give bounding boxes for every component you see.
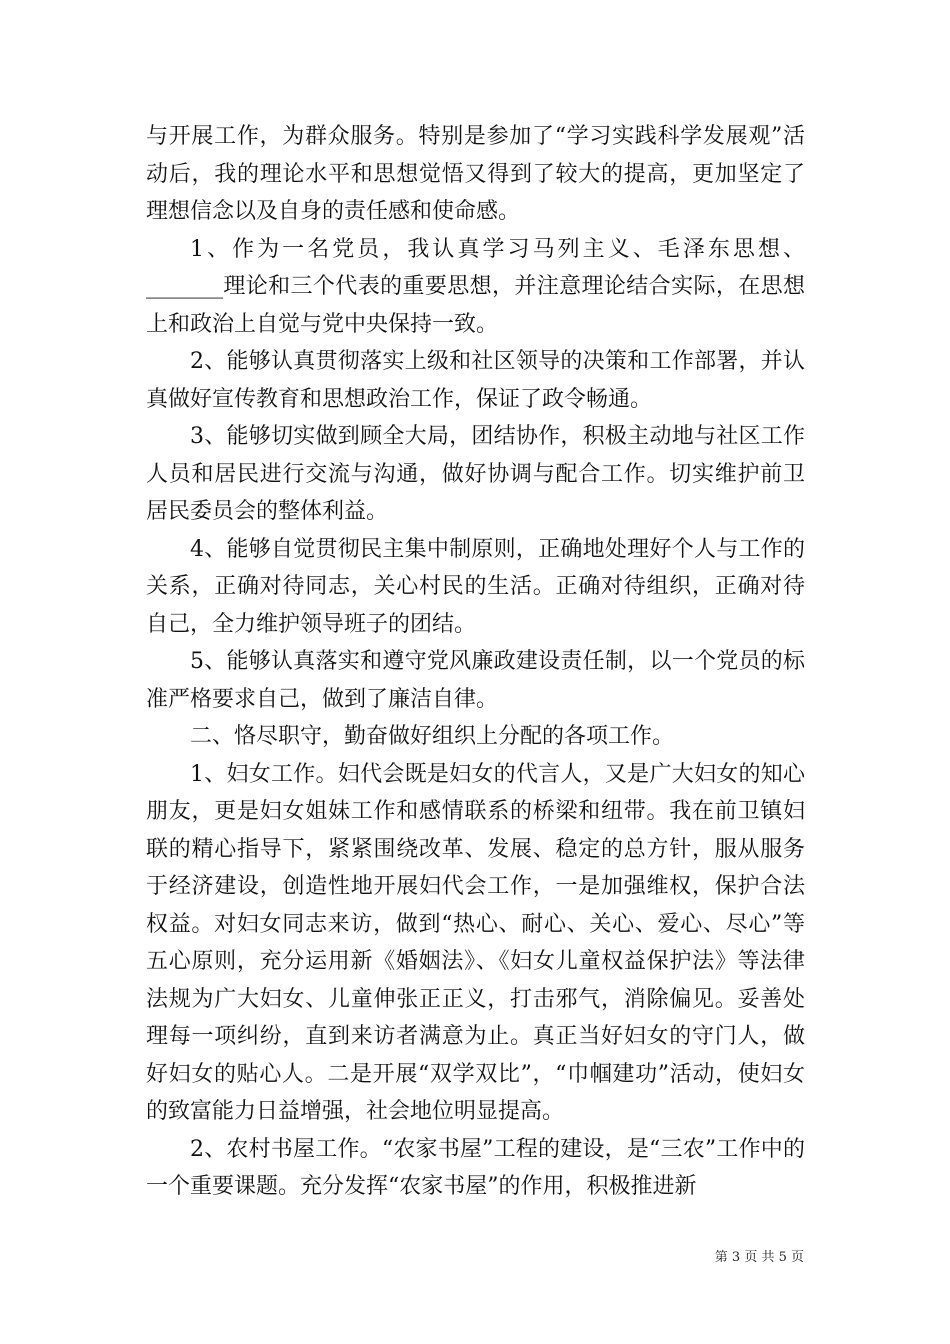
paragraph-item-3: 3、能够切实做到顾全大局，团结协作，积极主动地与社区工作人员和居民进行交流与沟通，做好协调与配合工作。切实维护前卫居民委员会的整体利益。 — [146, 424, 805, 524]
paragraph-item-1: 1、作为一名党员，我认真学习马列主义、毛泽东思想、_______理论和三个代表的重要思想，并注意理论结合实际，在思想上和政治上自觉与党中央保持一致。 — [146, 236, 805, 337]
paragraph-women-work: 1、妇女工作。妇代会既是妇女的代言人，又是广大妇女的知心朋友，更是妇女姐妹工作和感情联系的桥梁和纽带。我在前卫镇妇联的精心指导下，紧紧围绕改革、发展、稳定的总方针，服从服务于经济建设，创造性地开展妇代会工作，一是加强维权，保护合法权益。对妇女同志来访，做到“热心、耐心、关心、爱心、尽心”等五心原则，充分运用新《婚姻法》、《妇女儿童权益保护法》等法律法规为广大妇女、儿童伸张正正义，打击邪气，消除偏见。妥善处理每一项纠纷，直到来访者满意为止。真正当好妇女的守门人，做好妇女的贴心人。二是开展“双学双比”，“巾帼建功”活动，使妇女的致富能力日益增强，社会地位明显提高。 — [146, 761, 805, 1124]
paragraph-item-5: 5、能够认真落实和遵守党风廉政建设责任制，以一个党员的标准严格要求自己，做到了廉洁自律。 — [146, 649, 805, 712]
document-body — [146, 118, 805, 1206]
page-number-footer: 第 3 页 共 5 页 — [714, 1250, 804, 1265]
paragraph-item-4: 4、能够自觉贯彻民主集中制原则，正确地处理好个人与工作的关系，正确对待同志，关心村民的生活。正确对待组织，正确对待自己，全力维护领导班子的团结。 — [146, 536, 805, 637]
section-heading-2: 二、恪尽职守，勤奋做好组织上分配的各项工作。 — [190, 724, 675, 749]
paragraph-item-2: 2、能够认真贯彻落实上级和社区领导的决策和工作部署，并认真做好宣传教育和思想政治工作，保证了政令畅通。 — [146, 349, 805, 412]
paragraph-rural-library: 2、农村书屋工作。“农家书屋”工程的建设，是“三农”工作中的一个重要课题。充分发挥“农家书屋”的作用，积极推进新 — [146, 1136, 805, 1199]
paragraph-continuation: 与开展工作，为群众服务。特别是参加了“学习实践科学发展观”活动后，我的理论水平和思想觉悟又得到了较大的提高，更加坚定了理想信念以及自身的责任感和使命感。 — [146, 124, 805, 224]
